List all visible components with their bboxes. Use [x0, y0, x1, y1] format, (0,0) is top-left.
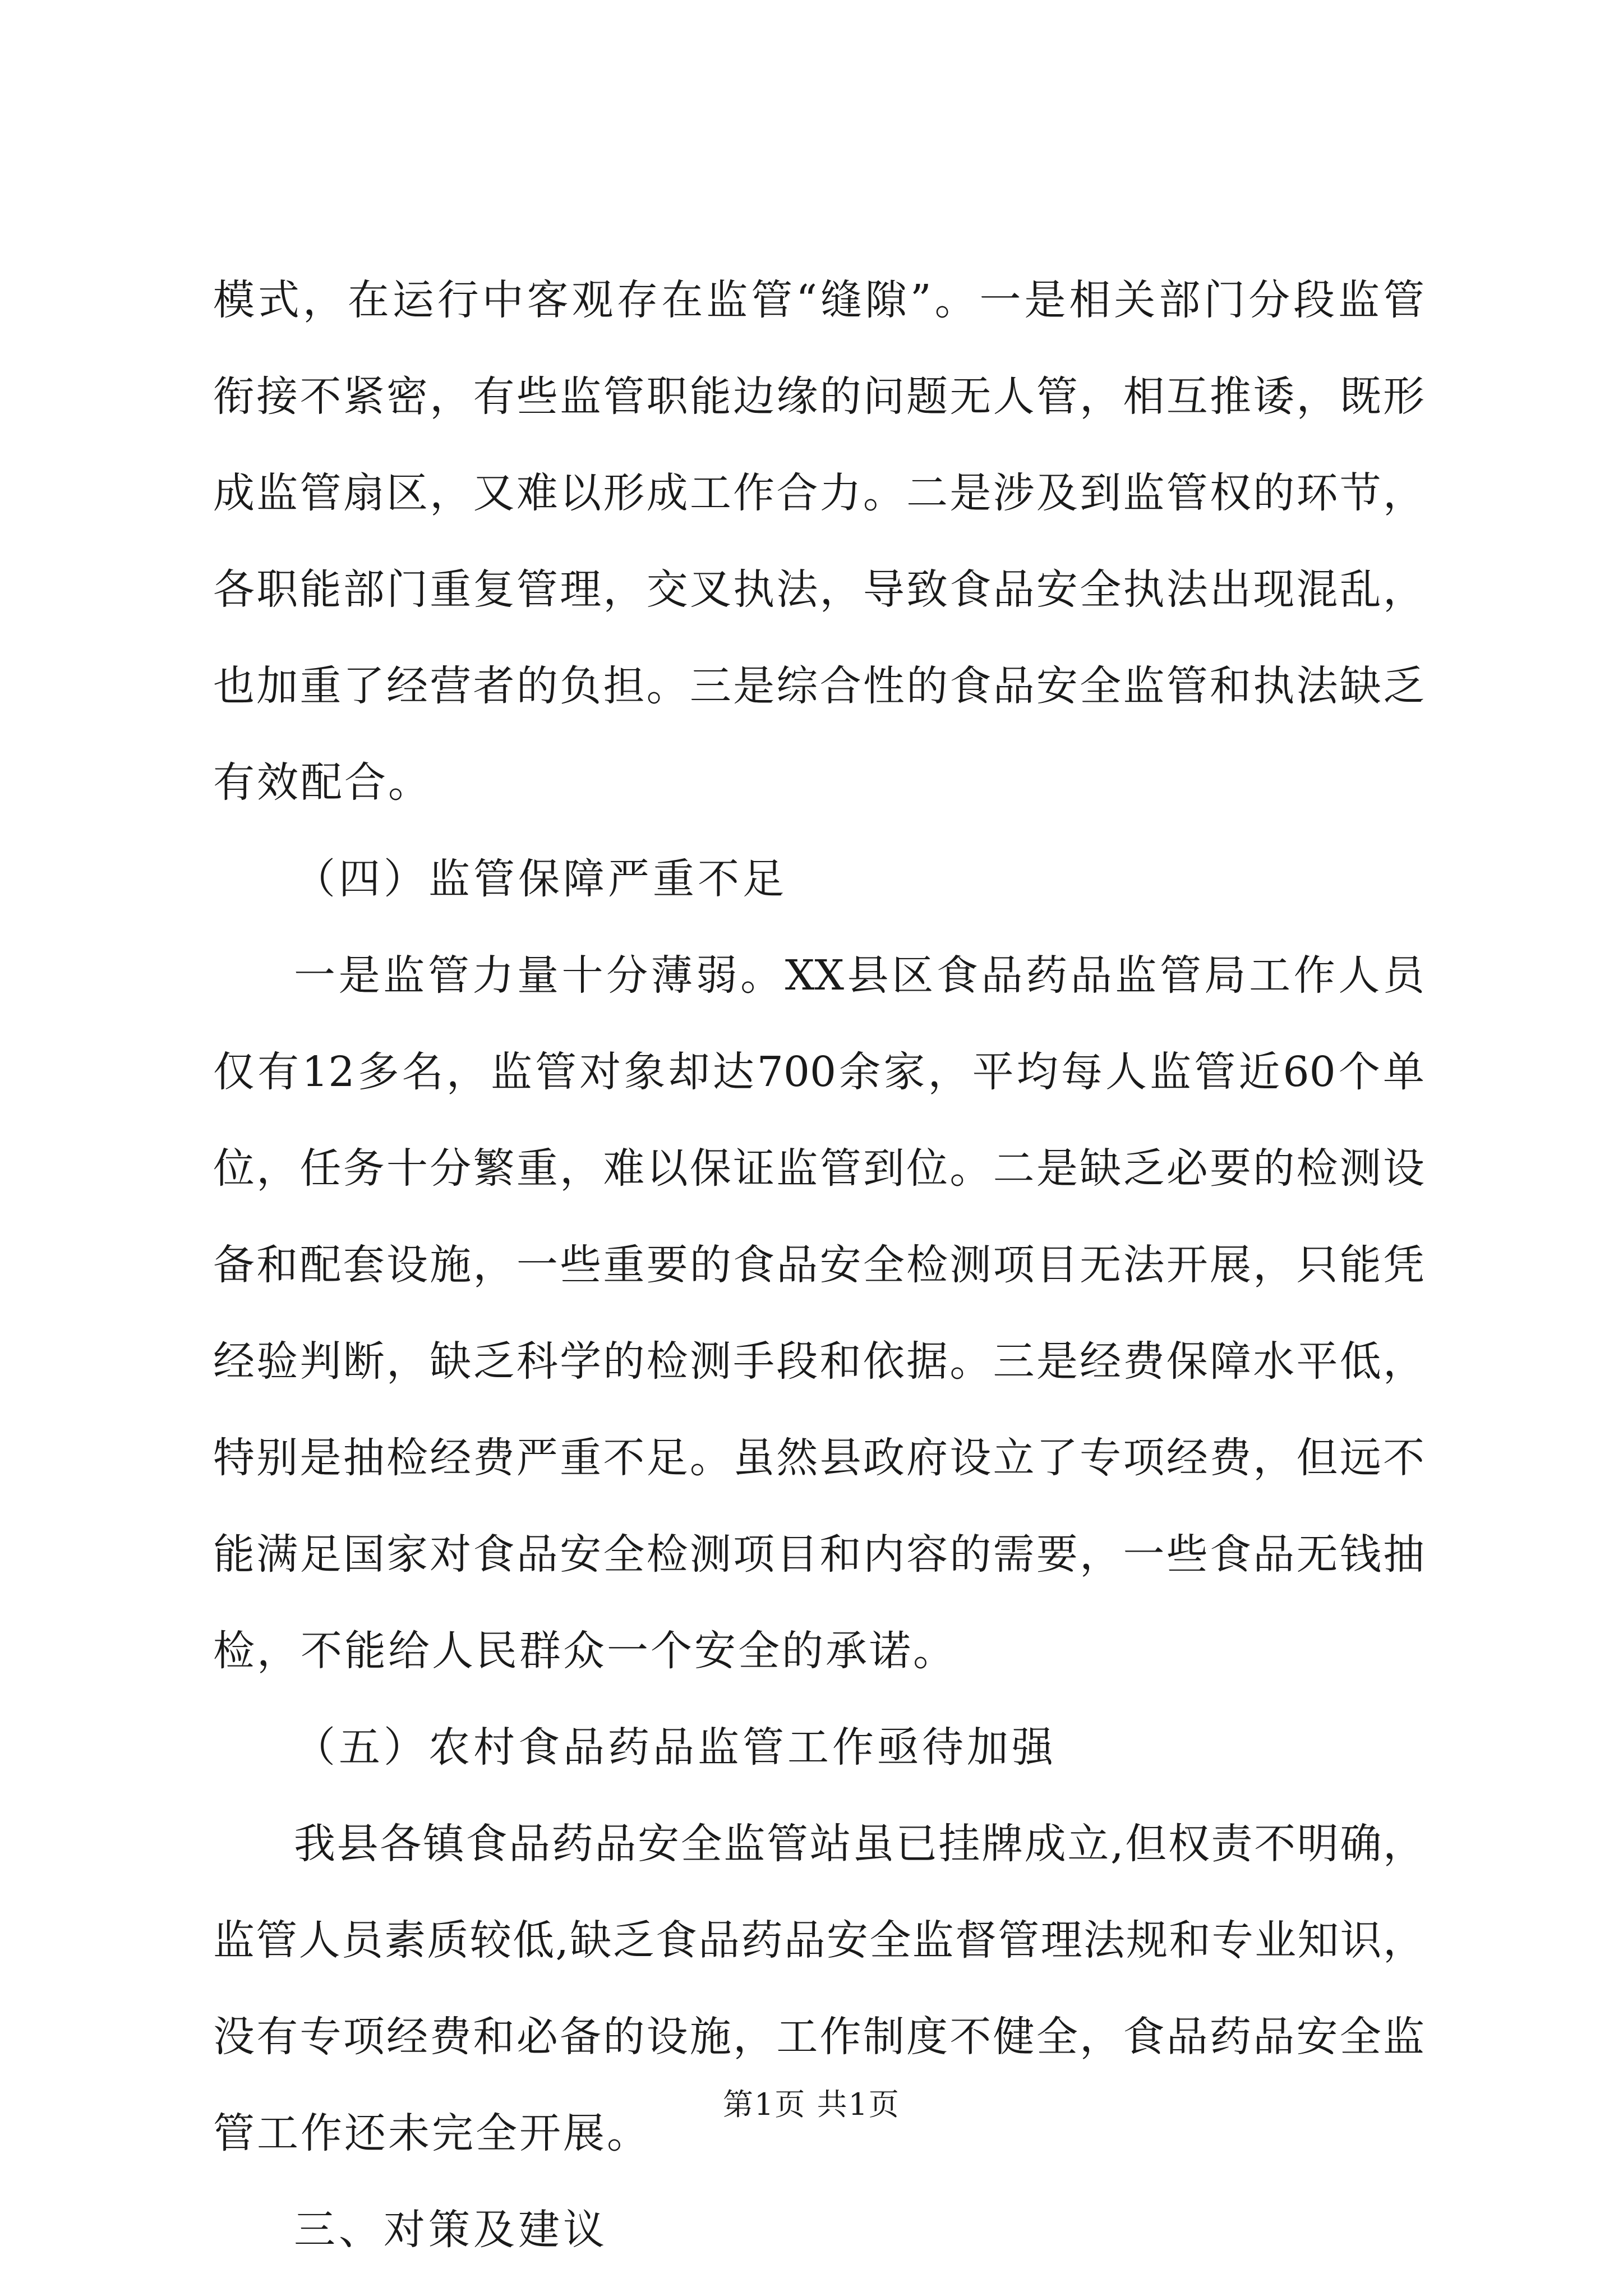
paragraph-line: 成监管扇区，又难以形成工作合力。二是涉及到监管权的环节，: [213, 469, 1424, 517]
paragraph-line: 有效配合。: [213, 758, 432, 807]
paragraph-line: 备和配套设施，一些重要的食品安全检测项目无法开展，只能凭: [213, 1241, 1424, 1289]
paragraph-line: 特别是抽检经费严重不足。虽然县政府设立了专项经费，但远不: [213, 1434, 1424, 1482]
paragraph-line: 能满足国家对食品安全检测项目和内容的需要，一些食品无钱抽: [213, 1530, 1424, 1579]
section-heading: （四）监管保障严重不足: [294, 855, 787, 903]
page-footer: 第1页 共1页: [723, 2087, 900, 2122]
paragraph-line: 位，任务十分繁重，难以保证监管到位。二是缺乏必要的检测设: [213, 1144, 1424, 1193]
paragraph-line: 检，不能给人民群众一个安全的承诺。: [213, 1627, 957, 1675]
paragraph-line: 我县各镇食品药品安全监管站虽已挂牌成立,但权责不明确，: [294, 1820, 1424, 1868]
paragraph-line: 一是监管力量十分薄弱。XX县区食品药品监管局工作人员: [294, 951, 1424, 1000]
section-heading: （五）农村食品药品监管工作亟待加强: [294, 1723, 1057, 1772]
paragraph-line: 监管人员素质较低,缺乏食品药品安全监督管理法规和专业知识，: [213, 1916, 1424, 1964]
section-heading: 三、对策及建议: [294, 2206, 608, 2254]
paragraph-line: 模式，在运行中客观存在监管“缝隙”。一是相关部门分段监管: [213, 276, 1424, 324]
paragraph-line: 没有专项经费和必备的设施，工作制度不健全，食品药品安全监: [213, 2013, 1424, 2061]
paragraph-line: 经验判断，缺乏科学的检测手段和依据。三是经费保障水平低，: [213, 1337, 1424, 1386]
paragraph-line: 仅有12多名，监管对象却达700余家，平均每人监管近60个单: [213, 1048, 1424, 1096]
paragraph-line: 各职能部门重复管理，交叉执法，导致食品安全执法出现混乱，: [213, 565, 1424, 614]
paragraph-line: 管工作还未完全开展。: [213, 2109, 651, 2157]
paragraph-line: 也加重了经营者的负担。三是综合性的食品安全监管和执法缺乏: [213, 662, 1424, 710]
paragraph-line: 衔接不紧密，有些监管职能边缘的问题无人管，相互推诿，既形: [213, 372, 1424, 421]
